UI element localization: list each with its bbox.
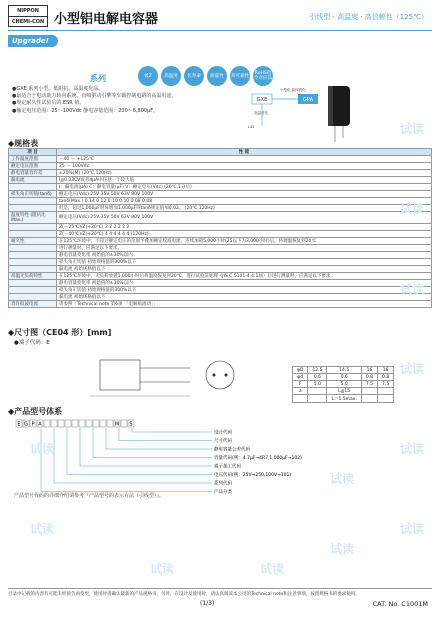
dimension-cell: φd <box>293 374 308 381</box>
feature-badge: 长寿命 <box>184 66 204 86</box>
feature-badge: 高可靠性 <box>230 66 250 86</box>
dimension-cell: L≦15 <box>327 388 361 395</box>
spec-value: 损失角正切值 初始规格值的300%以下 <box>57 287 432 294</box>
spec-value: Z(－40℃)/Z(+20℃) 4 4 4 4 4 4 (120Hz) <box>57 231 432 238</box>
spec-value: 额定电压(Vdc) 25V 35V 50V 63V 80V 100V <box>57 191 432 198</box>
pn-char: A <box>38 421 42 428</box>
footnote: 目录中记载的内容有可能未经预告而变更，使用时请确认最新的产品规格书。另外，在设计及使用时，请认真阅读本公司的Technical note和注意事项，按照规格书的要求使用。 <box>8 588 432 597</box>
spec-value: 在125℃环境中，无负荷放置1,000小时后将温度恢复到20℃，进行试验前处理（JIS C 5101-4 4.1项）后进行测量时，应满足以下要求。 <box>57 273 432 280</box>
spec-row <box>9 231 432 238</box>
pn-leader <box>106 428 212 449</box>
company-logo <box>8 5 48 27</box>
dimension-cell: 5.0 <box>308 381 327 388</box>
spec-item <box>9 231 57 238</box>
spec-value: 漏电流 初始规格值以下 <box>57 266 432 273</box>
watermark-text: 试读 <box>400 202 425 216</box>
pn-label: 电压代码(例：25V→250,100V→101) <box>214 473 292 478</box>
dimension-cell <box>361 388 377 395</box>
dimension-cell: 14.5 <box>327 367 361 374</box>
spec-item <box>9 184 57 191</box>
spec-value: I≦0.03CV或者4μA中任意一个较大值 <box>57 177 432 184</box>
spec-item: 静电容量容许差 <box>9 170 57 177</box>
spec-value: 在125℃环境中，不超过额定电压的范围予叠加额定纹波电流，连续加载5,000小时(25以下为3,000小时)后，将调温恢复到20℃ <box>57 238 432 245</box>
pn-box <box>51 420 57 427</box>
logo-line2: CHEMI-CON <box>9 16 47 27</box>
spec-item: 工作温度范围 <box>9 156 57 163</box>
dimension-cell: 0.8 <box>378 374 394 381</box>
spec-item <box>9 245 57 252</box>
dimension-cell <box>308 388 327 395</box>
dimension-row <box>293 395 394 403</box>
dimension-section-title: ◆尺寸图（CE04 形）[mm] <box>8 328 112 337</box>
spec-row <box>9 198 432 205</box>
feature-badges <box>138 66 273 86</box>
dimension-cell: 0.8 <box>361 374 377 381</box>
dimension-table <box>292 366 394 403</box>
watermark-text: 试读 <box>260 562 285 576</box>
feature-item: ●额定电压范围：25～100Vdc 静电容量范围：200～6,800μF。 <box>12 107 159 114</box>
spec-value: ±20%(M) (20℃,120Hz) <box>57 170 432 177</box>
flow-bottom-label: L42 <box>248 125 255 129</box>
dimension-cell: L＞1.5max. <box>327 395 361 403</box>
catalog-number: CAT. No. C1001M <box>372 600 428 608</box>
pn-box <box>93 420 99 427</box>
spec-row <box>9 294 432 301</box>
dimension-cell <box>308 395 327 403</box>
dimension-cell: 5.0 <box>327 381 361 388</box>
dimension-cell: 16 <box>361 367 377 374</box>
spec-row <box>9 259 432 266</box>
spec-value: 进行测量时，应满足以下要求。 <box>57 245 432 252</box>
spec-value: tanδ(Max.) 0.14 0.12 0.10 0.10 0.08 0.08 <box>57 198 432 205</box>
spec-value: 静电容量变化率 初始值的±30%以内 <box>57 280 432 287</box>
spec-row <box>9 287 432 294</box>
watermark-text: 试读 <box>400 282 425 296</box>
dimension-cell <box>361 395 377 403</box>
upgrade-tag: Upgrade! <box>8 35 58 47</box>
terminal-code: ●端子代码：E <box>14 340 50 346</box>
feature-list <box>12 86 242 115</box>
watermark-text: 试读 <box>330 542 355 556</box>
dimension-cell: 7.5 <box>378 381 394 388</box>
header-divider <box>8 30 432 31</box>
feature-badge: RoHS指令对应品 <box>253 66 273 86</box>
pn-leader <box>80 428 212 466</box>
spec-row <box>9 245 432 252</box>
dimension-row <box>293 367 394 374</box>
pn-box <box>58 420 64 427</box>
spec-item: 损失角正切值(tanδ) <box>9 191 57 198</box>
spec-row <box>9 280 432 287</box>
spec-item: 温度特性 (阻抗比 Max.) <box>9 212 57 224</box>
spec-value: 但是，超过1,000μF时每增加1,000μF则tanδ规定值加0.02。 (20℃,120Hz) <box>57 205 432 212</box>
watermark-text: 试读 <box>150 562 175 576</box>
pn-box <box>100 420 106 427</box>
spec-header-perf: 性 能 <box>57 149 432 156</box>
feature-badge: 高温度 <box>161 66 181 86</box>
dimension-cell: 0.6 <box>327 374 361 381</box>
feature-badge: 耐震性 <box>207 66 227 86</box>
watermark-text: 试读 <box>400 442 425 456</box>
spec-row <box>9 224 432 231</box>
pn-leader <box>119 428 212 441</box>
spec-item <box>9 294 57 301</box>
dimension-cell: 18 <box>378 367 394 374</box>
page-subtitle: 引线型 · 高温度 · 高信赖性（125℃） <box>309 13 428 21</box>
dimension-cell <box>293 395 308 403</box>
spec-item <box>9 252 57 259</box>
spec-item <box>9 266 57 273</box>
pn-char: S <box>129 421 133 428</box>
pn-box <box>121 420 127 427</box>
spec-value: 漏电流 初始规格值以下 <box>57 294 432 301</box>
pn-label: 设计代码 <box>214 430 232 436</box>
feature-item: ●规定耐久性试验后的 ESR 值。 <box>12 100 85 107</box>
spec-item <box>9 198 57 205</box>
flow-left-box: GXE <box>256 97 268 103</box>
pn-box <box>44 420 50 427</box>
feature-item: ●GXE 系列小型、低阻抗、高温度化品。 <box>12 86 104 92</box>
series-flow-diagram <box>240 86 380 152</box>
page-number: (1/3) <box>200 600 215 607</box>
spec-item: 高温无负荷特性 <box>9 273 57 280</box>
dimension-cell <box>378 388 394 395</box>
flow-top-label: 小型化 高纹波化 <box>280 88 306 92</box>
feature-item: ●最适合于电动助力转向系统、直喷驱动引擎等车载控制电路的高温用途。 <box>12 93 177 100</box>
dimension-cell: a <box>293 388 308 395</box>
spec-row <box>9 163 432 170</box>
pn-char: M <box>114 421 120 428</box>
dimension-row <box>293 388 394 395</box>
spec-value: 损失角正切值 初始规格值的300%以下 <box>57 259 432 266</box>
spec-table <box>8 148 432 308</box>
spec-item: 容许纹波电流 <box>9 301 57 308</box>
logo-line1: NIPPON <box>17 8 39 14</box>
spec-row <box>9 184 432 191</box>
dimension-cell: 12.5 <box>308 367 327 374</box>
pn-box <box>79 420 85 427</box>
dimension-cell: 7.5 <box>361 381 377 388</box>
spec-item <box>9 280 57 287</box>
page-title: 小型铝电解电容器 <box>54 12 159 27</box>
pn-label: 端子加工代码 <box>214 464 241 470</box>
spec-row <box>9 177 432 184</box>
spec-row <box>9 156 432 163</box>
pn-label: 容量代码(例：4.7μF→4R7,1,000μF→102) <box>214 456 302 461</box>
spec-row <box>9 238 432 245</box>
flow-right-box: GPA <box>303 97 313 103</box>
pn-label: 产品分类 <box>214 490 232 495</box>
watermark-text: 试读 <box>30 522 55 536</box>
pn-leader <box>67 428 212 475</box>
watermark-text: 试读 <box>30 442 55 456</box>
pn-char: E <box>17 421 21 428</box>
spec-value: Z(－25℃)/Z(+20℃) 2 2 2 2 2 2 <box>57 224 432 231</box>
pn-leader <box>41 428 212 492</box>
spec-value: 静电容量变化率 初始值的±30%以内 <box>57 252 432 259</box>
pn-leader <box>132 428 212 432</box>
spec-header-item: 项 目 <box>9 149 57 156</box>
spec-item <box>9 287 57 294</box>
spec-value: 额定电压(Vdc) 25V 35V 50V 63V 80V 100V <box>57 212 432 224</box>
spec-item <box>9 224 57 231</box>
pn-box <box>107 420 113 427</box>
watermark-text: 试读 <box>400 122 425 136</box>
spec-row <box>9 301 432 308</box>
spec-row <box>9 212 432 224</box>
pn-label: 系列代码 <box>214 481 232 487</box>
spec-value: I：漏电流(μA) C：静电容量(μF) V：额定电压(Vdc) (20℃,1分后) <box>57 184 432 191</box>
spec-value: －40 ～ +125℃ <box>57 156 432 163</box>
spec-value: 请参照「Technical note 第6项 「电解质流动」」 <box>57 301 432 308</box>
pn-leader <box>93 428 212 458</box>
dimension-cell: φD <box>293 367 308 374</box>
spec-item <box>9 259 57 266</box>
pn-box <box>65 420 71 427</box>
spec-row <box>9 273 432 280</box>
pn-label: 尺寸代码 <box>214 439 232 444</box>
spec-value: 25 ～ 100Vdc <box>57 163 432 170</box>
pn-char: P <box>31 421 35 428</box>
spec-item: 耐久性 <box>9 238 57 245</box>
pn-char: G <box>24 421 28 428</box>
pn-box <box>72 420 78 427</box>
spec-section-title: ◆规格表 <box>8 139 39 148</box>
dimension-row <box>293 381 394 388</box>
series-label: 系列 <box>90 74 106 83</box>
spec-row <box>9 205 432 212</box>
spec-item <box>9 205 57 212</box>
watermark-text: 试读 <box>330 472 355 486</box>
watermark-text: 试读 <box>400 522 425 536</box>
spec-item: 额定电压范围 <box>9 163 57 170</box>
feature-badge: 低Z <box>138 66 158 86</box>
spec-row <box>9 170 432 177</box>
spec-row <box>9 252 432 259</box>
watermark-text: 试读 <box>400 362 425 376</box>
spec-item: 漏电流 <box>9 177 57 184</box>
dimension-cell: 0.6 <box>308 374 327 381</box>
part-number-note: 产品型号代码的详细介绍请参考『产品型号的表示方法（引线型）』。 <box>14 493 165 499</box>
dimension-cell: F <box>293 381 308 388</box>
part-number-section-title: ◆产品型号体系 <box>8 407 63 416</box>
spec-row <box>9 191 432 198</box>
flow-mid-label: 高温度化 <box>254 111 268 115</box>
dimension-row <box>293 374 394 381</box>
dimension-cell <box>378 395 394 403</box>
pn-label: 静电容量公差代码 <box>214 447 250 453</box>
pn-box <box>86 420 92 427</box>
spec-row <box>9 266 432 273</box>
